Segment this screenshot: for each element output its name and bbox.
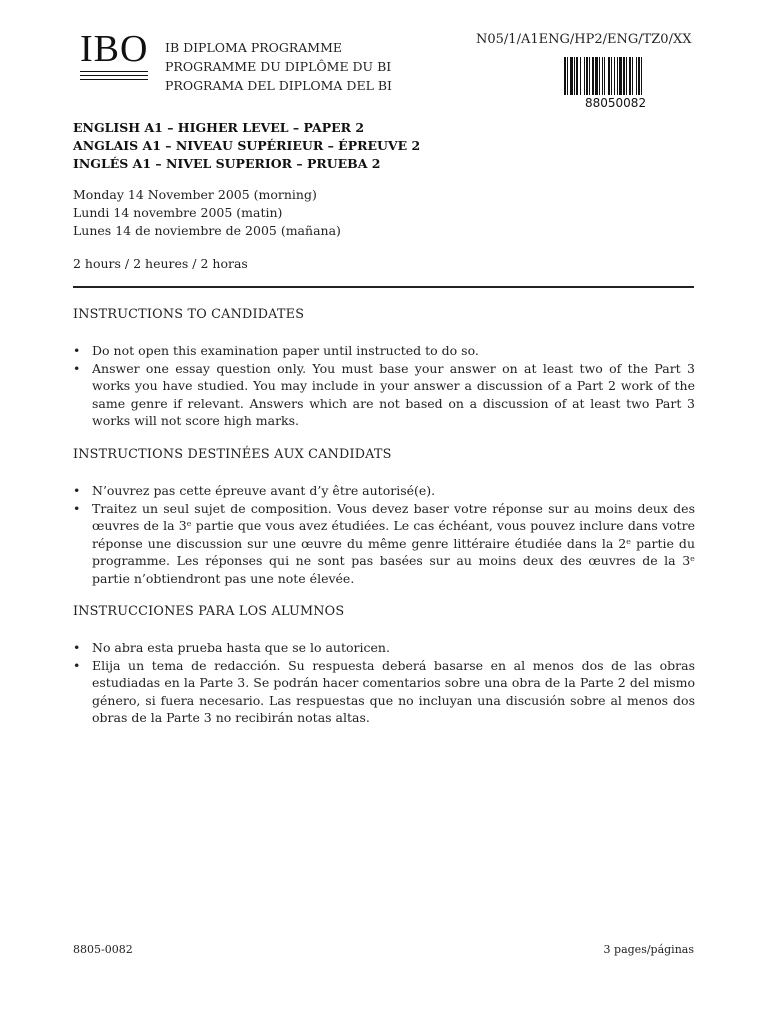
exam-dates [73,186,341,240]
list-item [73,360,695,430]
list-item-text: Do not open this examination paper until instructed to do so. [92,343,479,358]
title-en: ENGLISH A1 – HIGHER LEVEL – PAPER 2 [73,120,365,135]
section-heading: INSTRUCCIONES PARA LOS ALUMNOS [73,604,345,619]
list-item-text: Answer one essay question only. You must base your answer on at least two of the Part 3 works you have studied. You may include in your answer a discussion of a Part 2 work of the same genre if relevant. Answers which are not based on a discussion of at least two Part 3 works will not score high marks. [92,360,695,429]
list-item-text: N’ouvrez pas cette épreuve avant d’y être autorisé(e). [92,483,436,498]
exam-duration: 2 hours / 2 heures / 2 horas [73,256,248,271]
divider [73,286,694,288]
list-item-text: Traitez un seul sujet de composition. Vous devez baser votre réponse sur au moins deux des œuvres de la 3ᵉ partie que vous avez étudiées. Le cas échéant, vous pouvez inclure dans votre réponse une discussion sur une œuvre du même genre littéraire étudiée dans la 2ᵉ partie du programme. Les réponses qui ne sont pas basées sur au moins deux des œuvres de la 3ᵉ partie n’obtiendront pas une note élevée. [92,500,695,586]
barcode-icon [564,57,692,95]
paper-code: N05/1/A1ENG/HP2/ENG/TZ0/XX [476,32,692,47]
title-fr: ANGLAIS A1 – NIVEAU SUPÉRIEUR – ÉPREUVE 2 [73,138,421,153]
programme-line-fr: PROGRAMME DU DIPLÔME DU BI [165,59,392,74]
programme-line-es: PROGRAMA DEL DIPLOMA DEL BI [165,78,392,93]
date-en: Monday 14 November 2005 (morning) [73,187,317,202]
list-item [73,639,695,657]
barcode-number: 88050082 [585,96,647,110]
date-es: Lunes 14 de noviembre de 2005 (mañana) [73,223,341,238]
bullet-icon: • [73,343,81,358]
list-item [73,657,695,727]
bullet-icon: • [73,360,81,376]
footer-pages: 3 pages/páginas [603,943,694,956]
list-item [73,482,695,500]
bullet-icon: • [73,500,81,516]
footer-code: 8805-0082 [73,943,133,956]
programme-line-en: IB DIPLOMA PROGRAMME [165,40,343,55]
instructions-english [73,307,695,430]
section-heading: INSTRUCTIONS DESTINÉES AUX CANDIDATS [73,447,392,462]
list-item-text: Elija un tema de redacción. Su respuesta deberá basarse en al menos dos de las obras estudiadas en la Parte 3. Se podrán hacer comentarios sobre una obra de la Parte 2 del mismo género, si fuera necesario. Las respuestas que no incluyan una discusión sobre al menos dos obras de la Parte 3 no recibirán notas altas. [92,657,695,726]
exam-titles [73,119,420,173]
list-item [73,342,695,360]
programme-names [165,38,392,95]
list-item-text: No abra esta prueba hasta que se lo autoricen. [92,640,390,655]
ibo-logo-lines [80,71,148,83]
bullet-icon: • [73,640,81,655]
bullet-icon: • [73,657,81,673]
instructions-french [73,447,695,588]
title-es: INGLÉS A1 – NIVEL SUPERIOR – PRUEBA 2 [73,156,381,171]
instructions-spanish [73,604,695,727]
list-item [73,500,695,588]
bullet-icon: • [73,483,81,498]
ibo-logo: IBO [80,28,149,70]
section-heading: INSTRUCTIONS TO CANDIDATES [73,307,305,322]
date-fr: Lundi 14 novembre 2005 (matin) [73,205,283,220]
